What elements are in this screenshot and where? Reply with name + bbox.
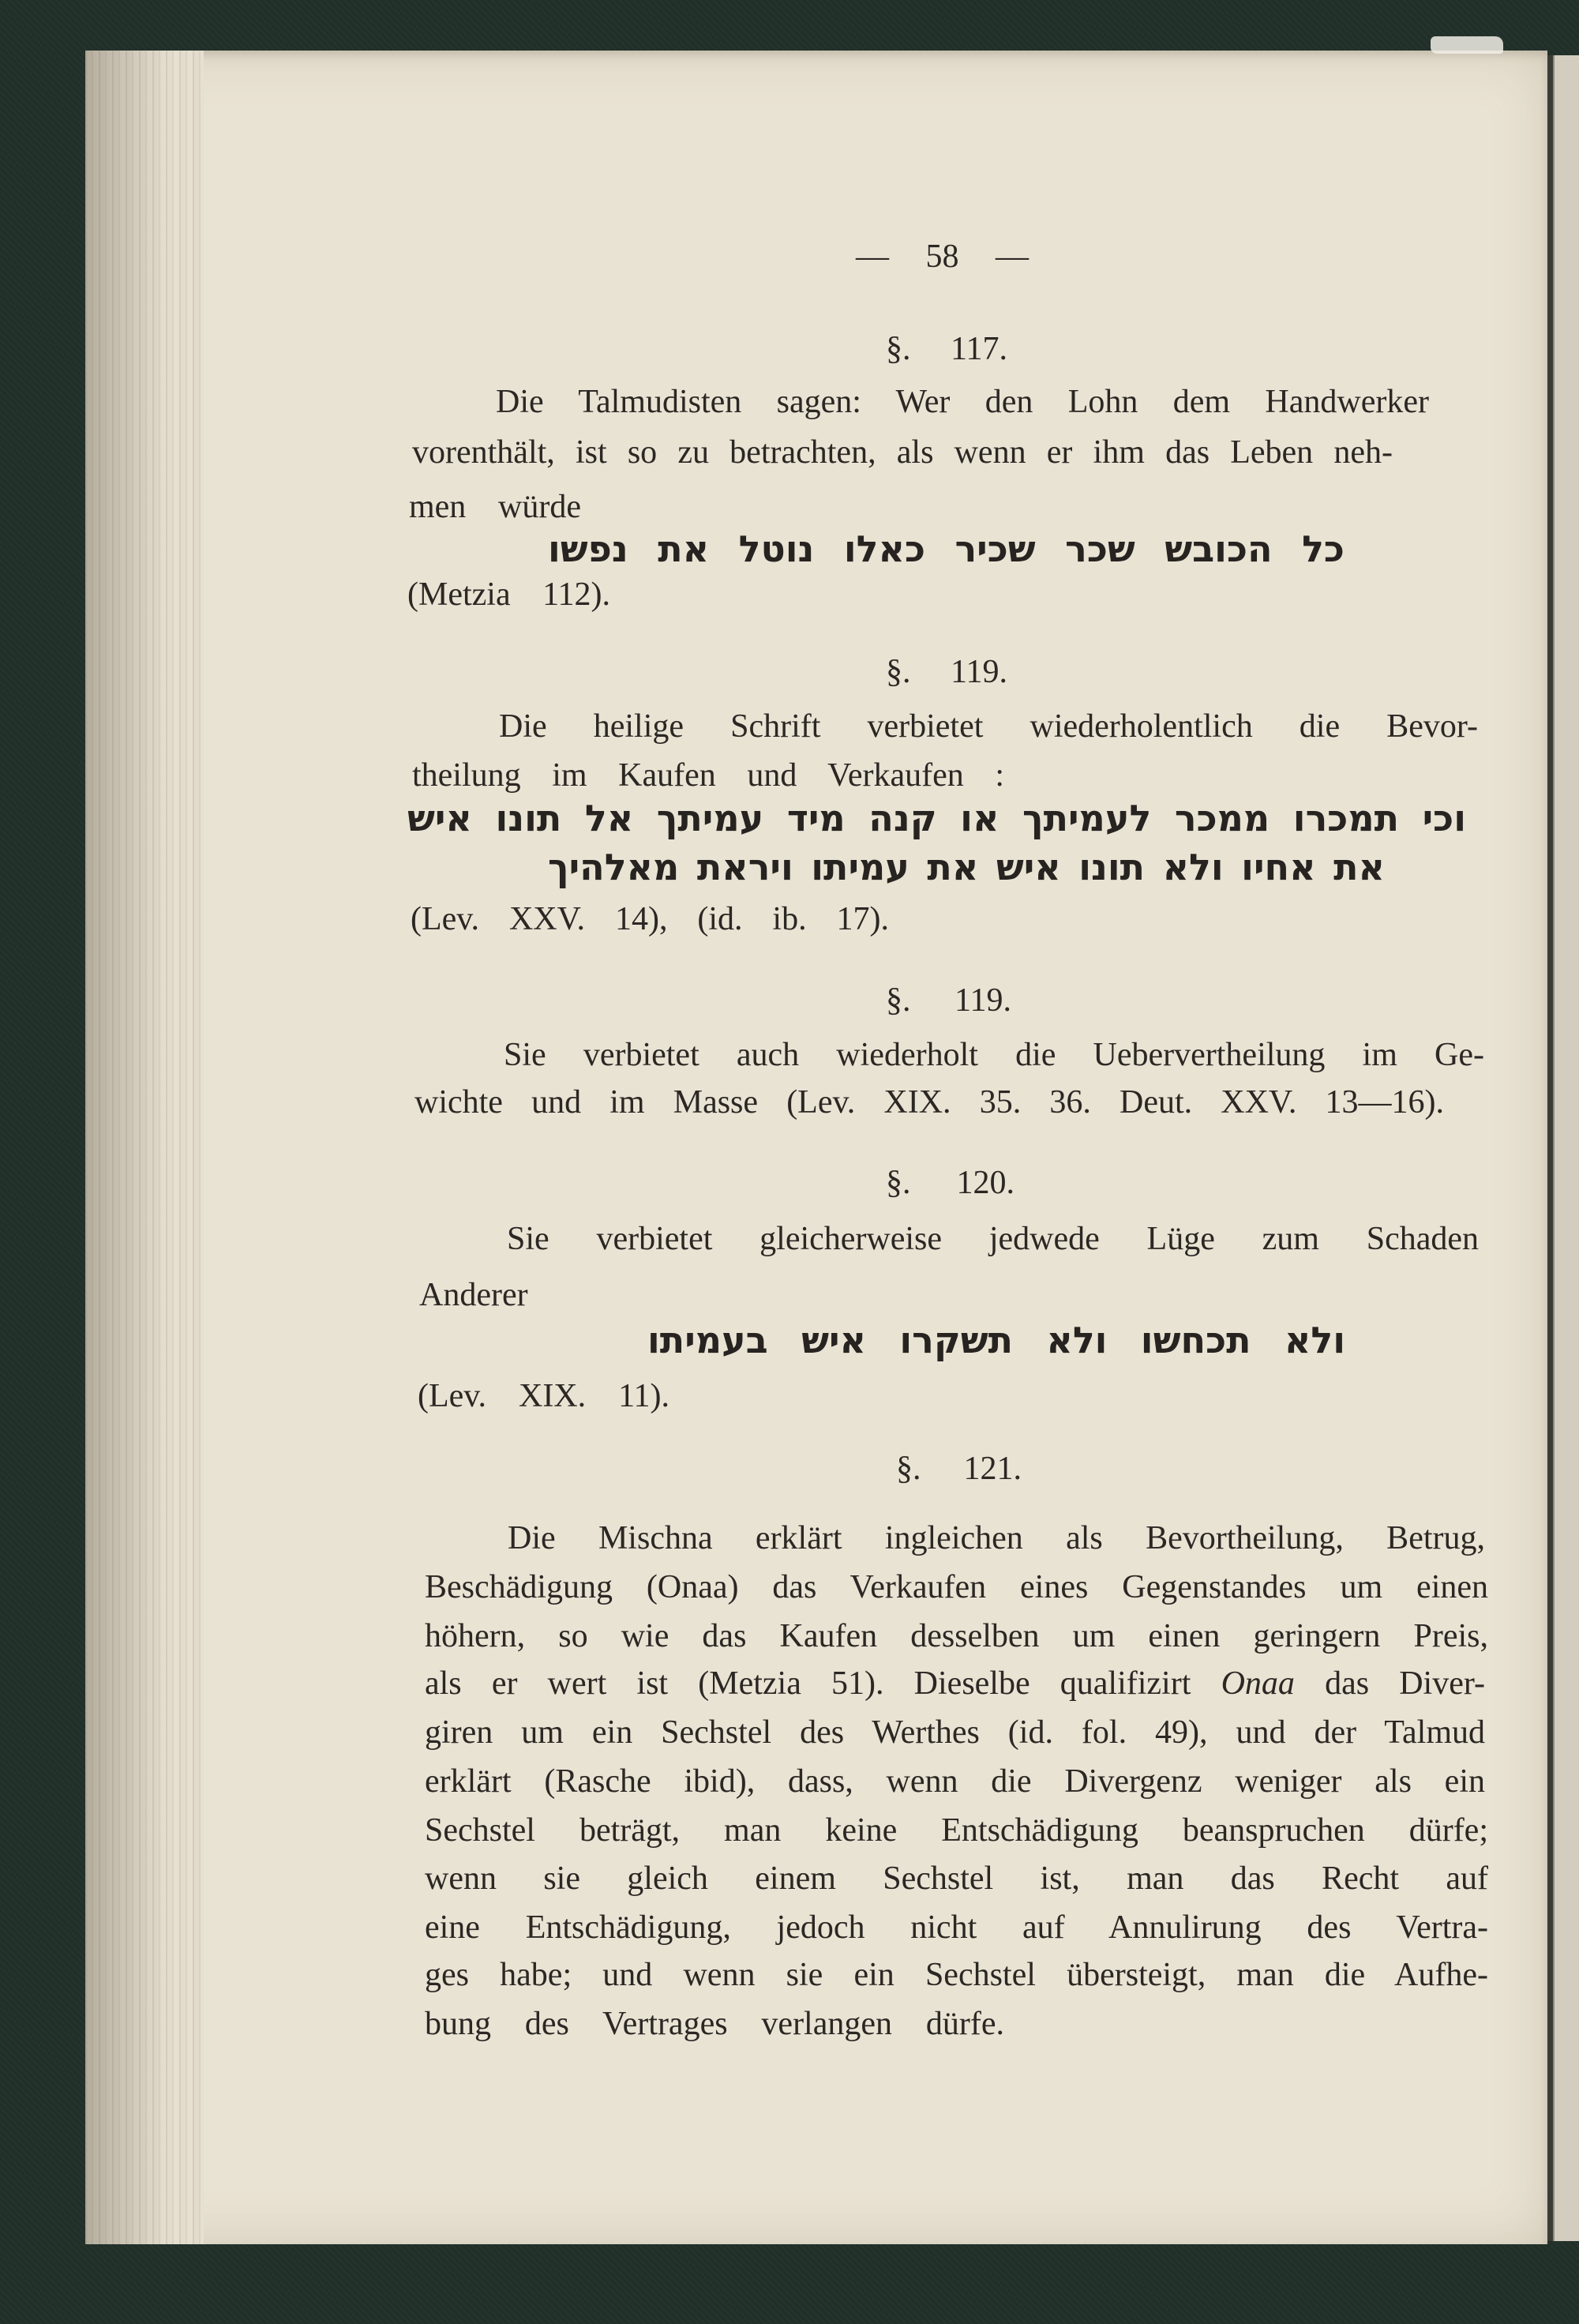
text-line: Anderer — [419, 1277, 528, 1313]
text-line: Sie verbietet auch wiederholt die Uebervertheilung im Ge- — [504, 1037, 1484, 1073]
hebrew-quote-line: וכי תמכרו ממכר לעמיתך או קנה מיד עמיתך אל תונו איש — [407, 797, 1466, 839]
italic-term: Onaa — [1221, 1665, 1295, 1702]
text-line: Die Mischna erklärt ingleichen als Bevortheilung, Betrug, — [508, 1520, 1485, 1556]
hebrew-quote-line: ולא תכחשו ולא תשקרו איש בעמיתו — [647, 1319, 1345, 1361]
text-line: bung des Vertrages verlangen dürfe. — [425, 2006, 1004, 2042]
page-number: — 58 — — [856, 238, 1029, 275]
section-heading: §. 119. — [886, 982, 1011, 1019]
adjacent-page-edge — [1547, 55, 1579, 2241]
text-line: Sie verbietet gleicherweise jedwede Lüge zum Schaden — [507, 1221, 1479, 1257]
text-line: Die Talmudisten sagen: Wer den Lohn dem Handwerker — [496, 384, 1429, 420]
text-line: Beschädigung (Onaa) das Verkaufen eines Gegenstandes um einen — [425, 1569, 1488, 1605]
text-line: wenn sie gleich einem Sechstel ist, man das Recht auf — [425, 1860, 1488, 1897]
section-heading: §. 117. — [886, 331, 1007, 367]
text-line: men würde — [409, 489, 581, 525]
hebrew-quote-line: את אחיו ולא תונו איש את עמיתו ויראת מאלהיך — [548, 846, 1385, 888]
text-line: vorenthält, ist so zu betrachten, als wenn er ihm das Leben neh- — [412, 434, 1393, 471]
text-line: theilung im Kaufen und Verkaufen : — [412, 757, 1004, 794]
text-line: wichte und im Masse (Lev. XIX. 35. 36. Deut. XXV. 13—16). — [414, 1084, 1444, 1121]
text-segment: als er wert ist (Metzia 51). Dieselbe qualifizirt — [425, 1665, 1221, 1702]
section-heading: §. 121. — [896, 1451, 1022, 1487]
text-line: höhern, so wie das Kaufen desselben um einen geringern Preis, — [425, 1618, 1488, 1654]
text-line — [425, 1667, 1485, 1700]
citation: (Lev. XIX. 11). — [418, 1378, 669, 1414]
paper-tear — [1431, 36, 1503, 54]
text-line: Die heilige Schrift verbietet wiederholentlich die Bevor- — [499, 708, 1478, 745]
hebrew-quote-line: כל הכובש שכר שכיר כאלו נוטל את נפשו — [548, 527, 1345, 570]
text-segment: das Diver- — [1294, 1665, 1486, 1702]
text-line: erklärt (Rasche ibid), dass, wenn die Divergenz weniger als ein — [425, 1763, 1485, 1800]
text-line: giren um ein Sechstel des Werthes (id. fol. 49), und der Talmud — [425, 1714, 1485, 1751]
section-heading: §. 120. — [886, 1165, 1015, 1201]
text-line: ges habe; und wenn sie ein Sechstel übersteigt, man die Aufhe- — [425, 1957, 1488, 1993]
section-heading: §. 119. — [886, 654, 1007, 690]
citation: (Lev. XXV. 14), (id. ib. 17). — [411, 901, 889, 937]
citation: (Metzia 112). — [407, 576, 610, 613]
page-edges-stack — [85, 51, 204, 2244]
text-line: eine Entschädigung, jedoch nicht auf Annulirung des Vertra- — [425, 1909, 1488, 1946]
text-line: Sechstel beträgt, man keine Entschädigung beanspruchen dürfe; — [425, 1812, 1488, 1849]
